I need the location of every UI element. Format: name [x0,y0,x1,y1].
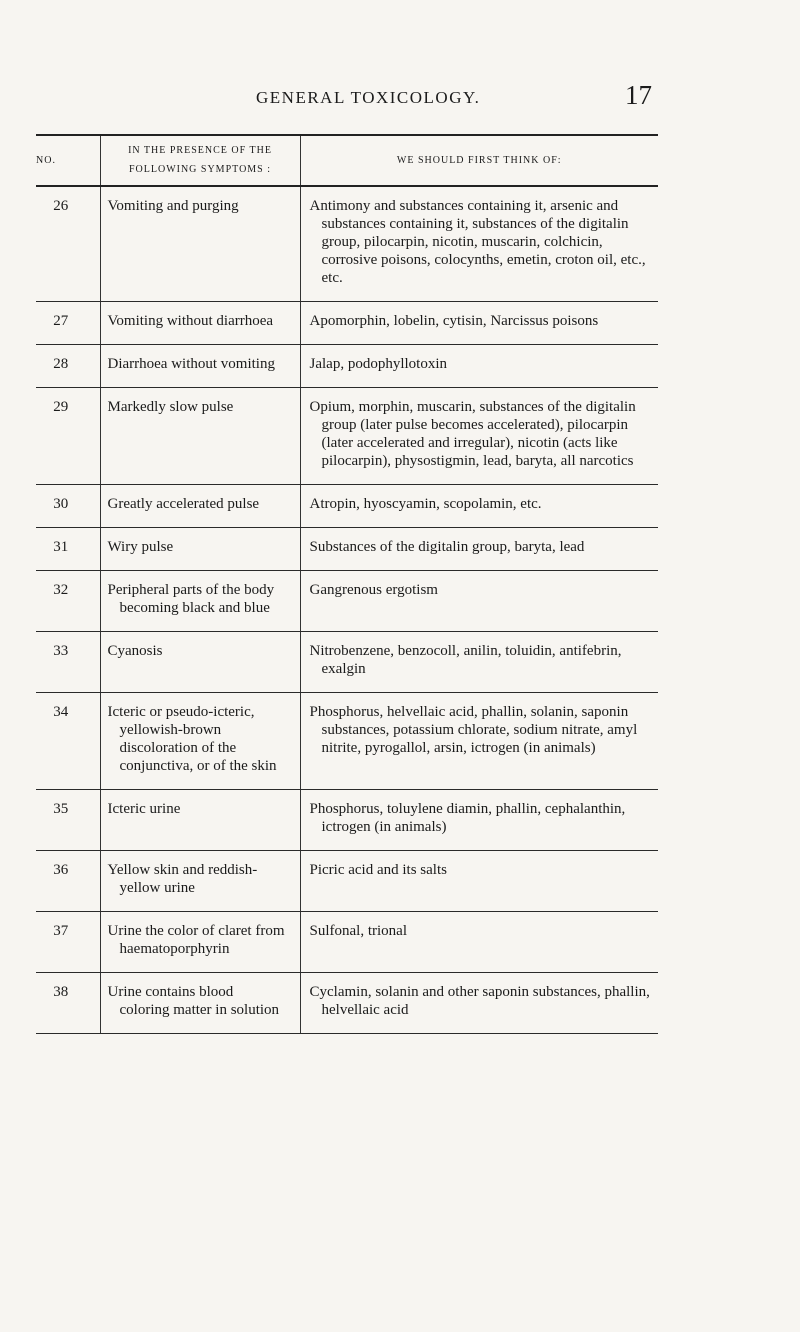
cause-cell [300,693,658,790]
symptom-cell-text: Peripheral parts of the body becoming black and blue [107,582,275,616]
cause-cell [300,851,658,912]
cause-cell-text: Nitrobenzene, benzocoll, anilin, toluidin, antifebrin, exalgin [309,643,622,677]
cause-cell-text: Cyclamin, solanin and other saponin substances, phallin, helvellaic acid [309,984,650,1018]
cause-cell [300,571,658,632]
symptom-cell [100,973,300,1034]
row-number [36,571,100,632]
symptom-cell [100,790,300,851]
cause-cell [300,528,658,571]
symptom-cell [100,912,300,973]
symptom-cell-text: Greatly accelerated pulse [107,496,260,512]
symptom-cell-text: Vomiting and purging [107,198,239,214]
page-header [0,80,800,124]
cause-cell-text: Phosphorus, toluylene diamin, phallin, cephalanthin, ictrogen (in animals) [309,801,626,835]
cause-cell-text: Atropin, hyoscyamin, scopolamin, etc. [309,496,542,512]
symptom-cell [100,302,300,345]
row-number-text: 34 [53,704,69,720]
row-number-text: 27 [53,313,69,329]
running-head: GENERAL TOXICOLOGY. [256,88,481,107]
cause-cell-text: Jalap, podophyllotoxin [309,356,447,372]
cause-cell [300,485,658,528]
row-number-text: 32 [53,582,69,598]
symptom-cell [100,186,300,302]
symptom-cell-text: Icteric or pseudo-icteric, yellowish-brown discoloration of the conjunctiva, or of the skin [107,704,277,774]
row-number-text: 36 [53,862,69,878]
row-number [36,632,100,693]
cause-cell [300,388,658,485]
cause-cell-text: Opium, morphin, muscarin, substances of the digitalin group (later pulse becomes accelerated), pilocarpin (later accelerated and irregular), nicotin (acts like pilocarpin), physostigmin, lead, baryta, all narcotics [309,399,636,469]
cause-cell-text: Picric acid and its salts [309,862,447,878]
cause-cell-text: Gangrenous ergotism [309,582,438,598]
table-body [36,186,658,1034]
table-row [36,790,658,851]
table-row [36,388,658,485]
symptom-cell-text: Urine contains blood coloring matter in solution [107,984,280,1018]
table-row [36,693,658,790]
table-row [36,302,658,345]
row-number-text: 28 [53,356,69,372]
row-number-text: 31 [53,539,69,555]
table-header-row [36,135,658,186]
symptom-cell [100,632,300,693]
symptom-cell-text: Vomiting without diarrhoea [107,313,274,329]
row-number-text: 26 [53,198,69,214]
table-row [36,528,658,571]
header-no: NO. [36,135,100,186]
cause-cell [300,912,658,973]
table-row [36,851,658,912]
row-number-text: 33 [53,643,69,659]
row-number [36,485,100,528]
cause-cell-text: Apomorphin, lobelin, cytisin, Narcissus poisons [309,313,599,329]
row-number-text: 30 [53,496,69,512]
cause-cell [300,632,658,693]
cause-cell-text: Antimony and substances containing it, arsenic and substances containing it, substances of the digitalin group, pilocarpin, nicotin, muscarin, colchicin, corrosive poisons, colocynths, emetin, croton oil, etc., etc. [309,198,646,286]
symptom-cell [100,528,300,571]
symptom-cell-text: Markedly slow pulse [107,399,234,415]
row-number-text: 35 [53,801,69,817]
row-number [36,528,100,571]
table-row [36,973,658,1034]
row-number [36,912,100,973]
cause-cell-text: Sulfonal, trional [309,923,407,939]
table-row [36,485,658,528]
cause-cell [300,790,658,851]
cause-cell [300,302,658,345]
symptom-cell [100,345,300,388]
symptom-cell [100,851,300,912]
table-row [36,912,658,973]
symptom-cell-text: Urine the color of claret from haematoporphyrin [107,923,285,957]
symptom-cell [100,388,300,485]
row-number [36,790,100,851]
cause-cell-text: Substances of the digitalin group, baryta, lead [309,539,585,555]
row-number [36,693,100,790]
symptom-cell-text: Diarrhoea without vomiting [107,356,275,372]
header-first-think-of: WE SHOULD FIRST THINK OF: [300,135,658,186]
symptom-cell-text: Cyanosis [107,643,163,659]
cause-cell-text: Phosphorus, helvellaic acid, phallin, solanin, saponin substances, potassium chlorate, sodium nitrate, amyl nitrite, pyrogallol, arsin, ictrogen (in animals) [309,704,638,756]
table-row [36,571,658,632]
symptom-cell-text: Yellow skin and reddish-yellow urine [107,862,258,896]
symptom-cell [100,693,300,790]
header-symptoms: IN THE PRESENCE OF THE FOLLOWING SYMPTOMS : [100,135,300,186]
cause-cell [300,345,658,388]
table-row [36,345,658,388]
page-number: 17 [625,80,652,110]
symptom-cell-text: Icteric urine [107,801,181,817]
symptoms-table [36,134,658,1034]
row-number [36,345,100,388]
row-number-text: 29 [53,399,69,415]
row-number [36,388,100,485]
cause-cell [300,973,658,1034]
cause-cell [300,186,658,302]
row-number-text: 37 [53,923,69,939]
row-number [36,186,100,302]
table-row [36,186,658,302]
symptom-cell [100,485,300,528]
row-number [36,302,100,345]
table-row [36,632,658,693]
row-number [36,973,100,1034]
row-number-text: 38 [53,984,69,1000]
symptom-cell [100,571,300,632]
row-number [36,851,100,912]
symptom-cell-text: Wiry pulse [107,539,174,555]
